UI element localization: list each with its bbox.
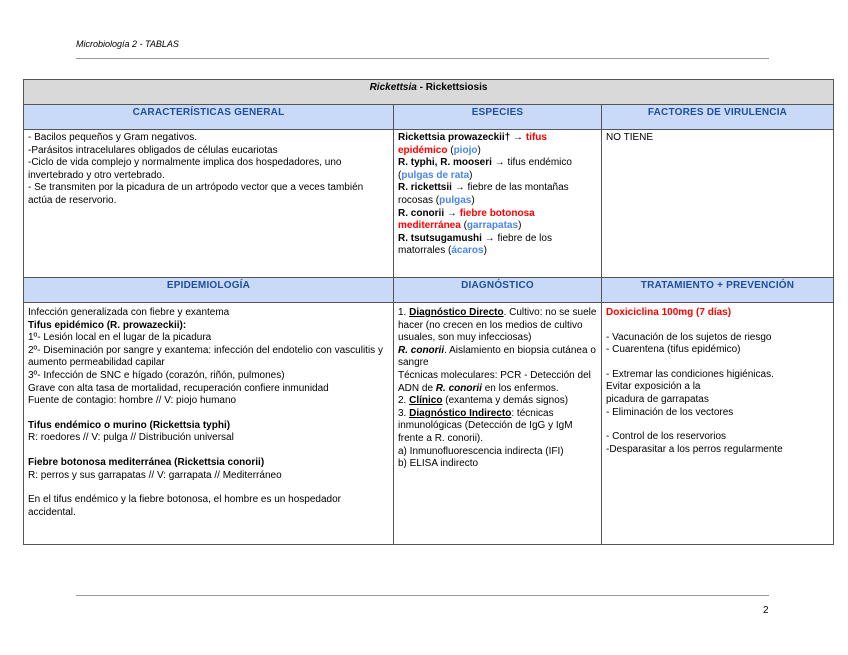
document-header: Microbiología 2 - TABLAS [76,39,179,49]
diag-text: en los enfermos. [481,382,559,394]
content-row-1 [24,130,834,278]
arrow-icon: → [444,207,460,219]
cell-especies [394,130,602,278]
diag-number: 3. [398,407,410,419]
epi-section-title: Tifus epidémico (R. prowazeckii): [28,319,187,331]
cell-diagnostico [394,303,602,545]
species-name: R. typhi, R. mooseri [398,157,492,169]
diag-item [398,408,597,446]
arrow-icon: → [510,132,526,143]
list-item: - Extremar las condiciones higiénicas. [606,368,774,380]
list-item: -Desparasitar a los perros regularmente [606,443,783,455]
epi-section-title: Tifus endémico o murino (Rickettsia typhi) [28,419,231,431]
list-item: - Bacilos pequeños y Gram negativos. [28,132,197,143]
epi-final-note: En el tifus endémico y la fiebre botonosa, el hombre es un hospedador accidental. [28,494,341,518]
cell-caracteristicas [24,130,394,278]
species-item: R. conorii → fiebre botonosa mediterránea (garrapatas) [398,207,535,232]
species-disease: fiebre de los matorrales [398,232,552,257]
species-name: R. conorii [398,207,445,219]
epi-section-title: Fiebre botonosa mediterránea (Rickettsia conorii) [28,456,265,468]
species-name: R. rickettsii [398,182,452,194]
header-diagnostico: DIAGNÓSTICO [394,278,602,303]
header-epidemiologia: EPIDEMIOLOGÍA [24,278,394,303]
list-item: R: roedores // V: pulga // Distribución universal [28,432,234,444]
species-name: Rickettsia prowazeckii† [398,132,511,143]
list-item: 3º- Infección de SNC e hígado (corazón, riñón, pulmones) [28,369,285,381]
list-item: a) Inmunofluorescencia indirecta (IFI) [398,445,564,457]
epi-intro: Infección generalizada con fiebre y exantema [28,307,230,318]
rickettsia-table [23,79,834,545]
header-row-2 [24,278,834,303]
header-factores: FACTORES DE VIRULENCIA [602,105,834,130]
cell-epidemiologia [24,303,394,545]
list-item: 1º- Lesión local en el lugar de la picadura [28,332,212,344]
diag-title: Diagnóstico Directo [409,307,504,318]
diag-item [398,307,597,345]
diag-item [398,345,597,370]
arrow-icon: → [451,182,468,194]
header-divider [76,58,769,59]
species-item: Rickettsia prowazeckii† → tifus epidémico (piojo) [398,132,547,156]
list-item: R: perros y sus garrapatas // V: garrapata // Mediterráneo [28,469,282,481]
species-disease: fiebre de las montañas rocosas [398,182,569,206]
header-especies: ESPECIES [394,105,602,130]
cell-tratamiento [602,303,834,545]
diag-text: . Cultivo: no se suele hacer (no crecen en los medios de cultivo usuales, son muy infecciosas) [398,307,597,344]
header-tratamiento: TRATAMIENTO + PREVENCIÓN [602,278,834,303]
list-item: -Ciclo de vida complejo y normalmente implica dos hospedadores, uno invertebrado y otro vertebrado. [28,157,342,181]
footer-divider [76,595,769,596]
list-item: Evitar exposición a la [606,381,701,393]
species-disease: tifus epidémico [398,132,547,156]
list-item: - Cuarentena (tifus epidémico) [606,344,741,356]
table-title-rest: - Rickettsiosis [416,82,488,93]
species-vector: pulgas de rata [401,169,470,181]
list-item: 2º- Diseminación por sangre y exantema: infección del endotelio con vasculitis y aumento permeabilidad capilar [28,344,383,369]
cell-factores: NO TIENE [602,130,834,278]
list-item: b) ELISA indirecto [398,458,479,470]
diag-title: Diagnóstico Indirecto [409,407,512,419]
list-item: Grave con alta tasa de mortalidad, recuperación confiere inmunidad [28,382,329,394]
arrow-icon: → [491,157,508,169]
list-item: - Se transmiten por la picadura de un artrópodo vector que a veces también actúa de reservorio. [28,182,364,206]
diag-text: . Aislamiento en biopsia cutánea o sangre [398,344,596,369]
diag-title: Clínico [409,395,443,407]
table-title-row [24,80,834,105]
list-item: - Control de los reservorios [606,431,727,443]
diag-species: R. conorii [398,344,445,356]
diag-item [398,370,597,395]
species-vector: pulgas [439,194,472,206]
diag-text: (exantema y demás signos) [442,395,569,407]
diag-text: Técnicas moleculares: PCR - Detección del ADN de [398,369,591,394]
diag-species: R. conorii [435,382,482,394]
list-item: -Parásitos intracelulares obligados de células eucariotas [28,144,278,156]
species-item: R. tsutsugamushi → fiebre de los matorrales (ácaros) [398,232,552,257]
arrow-icon: → [481,232,498,244]
species-name: R. tsutsugamushi [398,232,482,244]
species-item: R. rickettsii → fiebre de las montañas rocosas (pulgas) [398,182,569,206]
table-title-genus: Rickettsia [369,82,417,93]
list-item: - Vacunación de los sujetos de riesgo [606,331,772,343]
list-item: - Eliminación de los vectores [606,406,734,418]
species-vector: piojo [453,144,478,156]
diag-number: 1. [398,307,410,318]
treatment-drug: Doxiciclina 100mg (7 días) [606,307,732,318]
page-number: 2 [763,605,769,616]
species-vector: garrapatas [466,220,519,232]
species-disease: fiebre botonosa mediterránea [398,207,535,232]
header-row-1 [24,105,834,130]
diag-number: 2. [398,395,410,407]
table-title [24,80,834,105]
diag-item [398,395,597,408]
species-item: R. typhi, R. mooseri → tifus endémico (pulgas de rata) [398,157,572,181]
list-item: picadura de garrapatas [606,393,709,405]
list-item: Fuente de contagio: hombre // V: piojo humano [28,395,237,407]
species-vector: ácaros [451,245,484,257]
content-row-2 [24,303,834,545]
header-caracteristicas: CARACTERÍSTICAS GENERAL [24,105,394,130]
species-disease: tifus endémico [507,157,572,169]
diag-text: : técnicas inmunológicas (Detección de IgG y IgM frente a R. conorii). [398,407,573,444]
